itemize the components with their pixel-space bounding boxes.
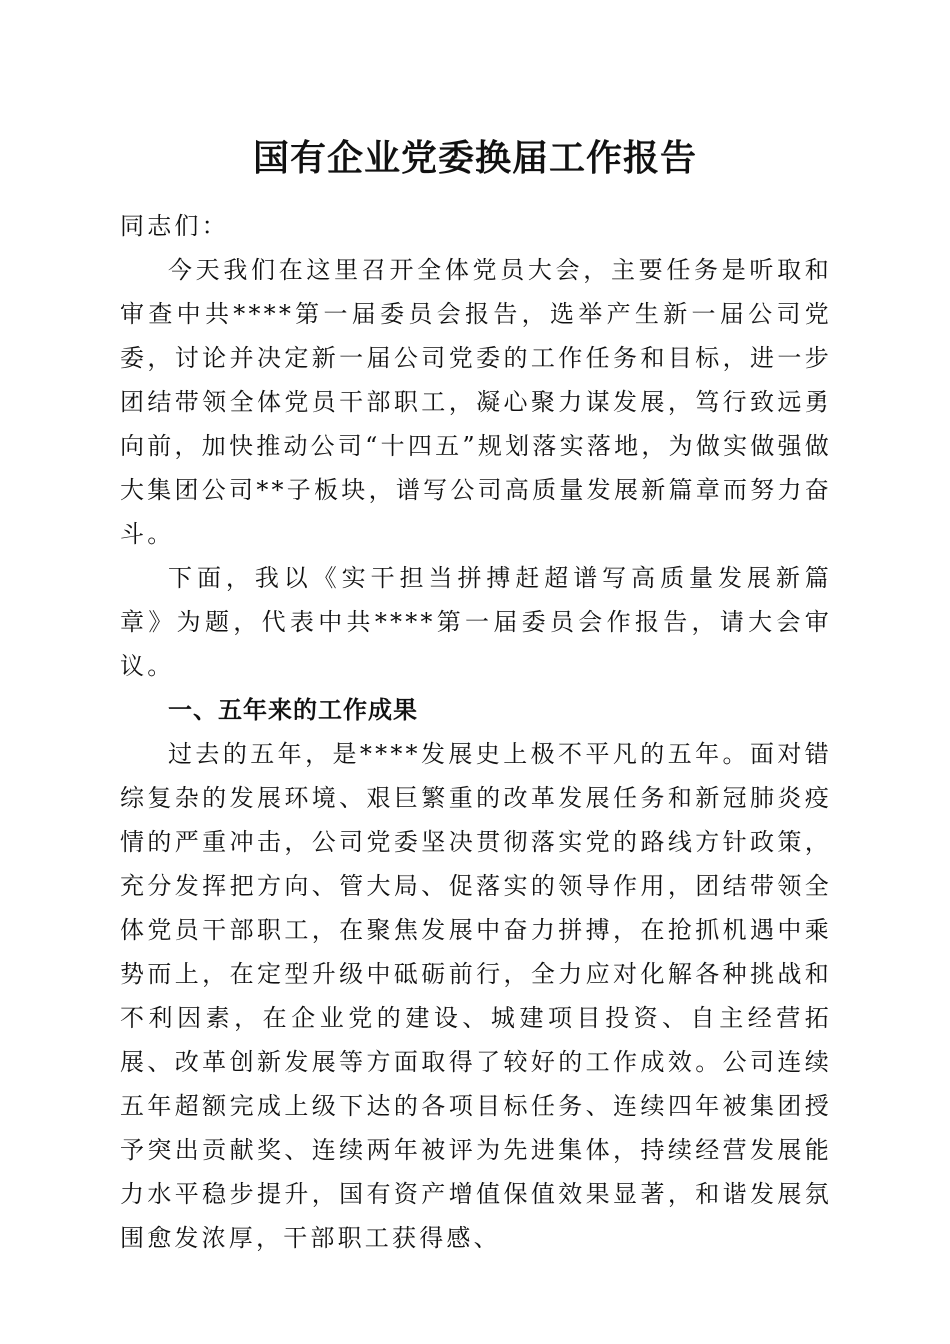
document-body (120, 204, 832, 1260)
document-title: 国有企业党委换届工作报告 (252, 137, 697, 179)
salutation: 同志们： (120, 212, 229, 240)
section-heading: 一、五年来的工作成果 (168, 696, 418, 724)
paragraph-report-intro: 下面，我以《实干担当拼搏赶超谱写高质量发展新篇章》为题，代表中共****第一届委员会作报告，请大会审议。 (120, 564, 832, 680)
paragraph-achievements: 过去的五年，是****发展史上极不平凡的五年。面对错综复杂的发展环境、艰巨繁重的改革发展任务和新冠肺炎疫情的严重冲击，公司党委坚决贯彻落实党的路线方针政策，充分发挥把方向、管大局、促落实的领导作用，团结带领全体党员干部职工，在聚焦发展中奋力拼搏，在抢抓机遇中乘势而上，在定型升级中砥砺前行，全力应对化解各种挑战和不利因素，在企业党的建设、城建项目投资、自主经营拓展、改革创新发展等方面取得了较好的工作成效。公司连续五年超额完成上级下达的各项目标任务、连续四年被集团授予突出贡献奖、连续两年被评为先进集体，持续经营发展能力水平稳步提升，国有资产增值保值效果显著，和谐发展氛围愈发浓厚，干部职工获得感、 (120, 740, 832, 1252)
paragraph-opening: 今天我们在这里召开全体党员大会，主要任务是听取和审查中共****第一届委员会报告，选举产生新一届公司党委，讨论并决定新一届公司党委的工作任务和目标，进一步团结带领全体党员干部职工，凝心聚力谋发展，笃行致远勇向前，加快推动公司“十四五”规划落实落地，为做实做强做大集团公司**子板块，谱写公司高质量发展新篇章而努力奋斗。 (120, 256, 832, 548)
